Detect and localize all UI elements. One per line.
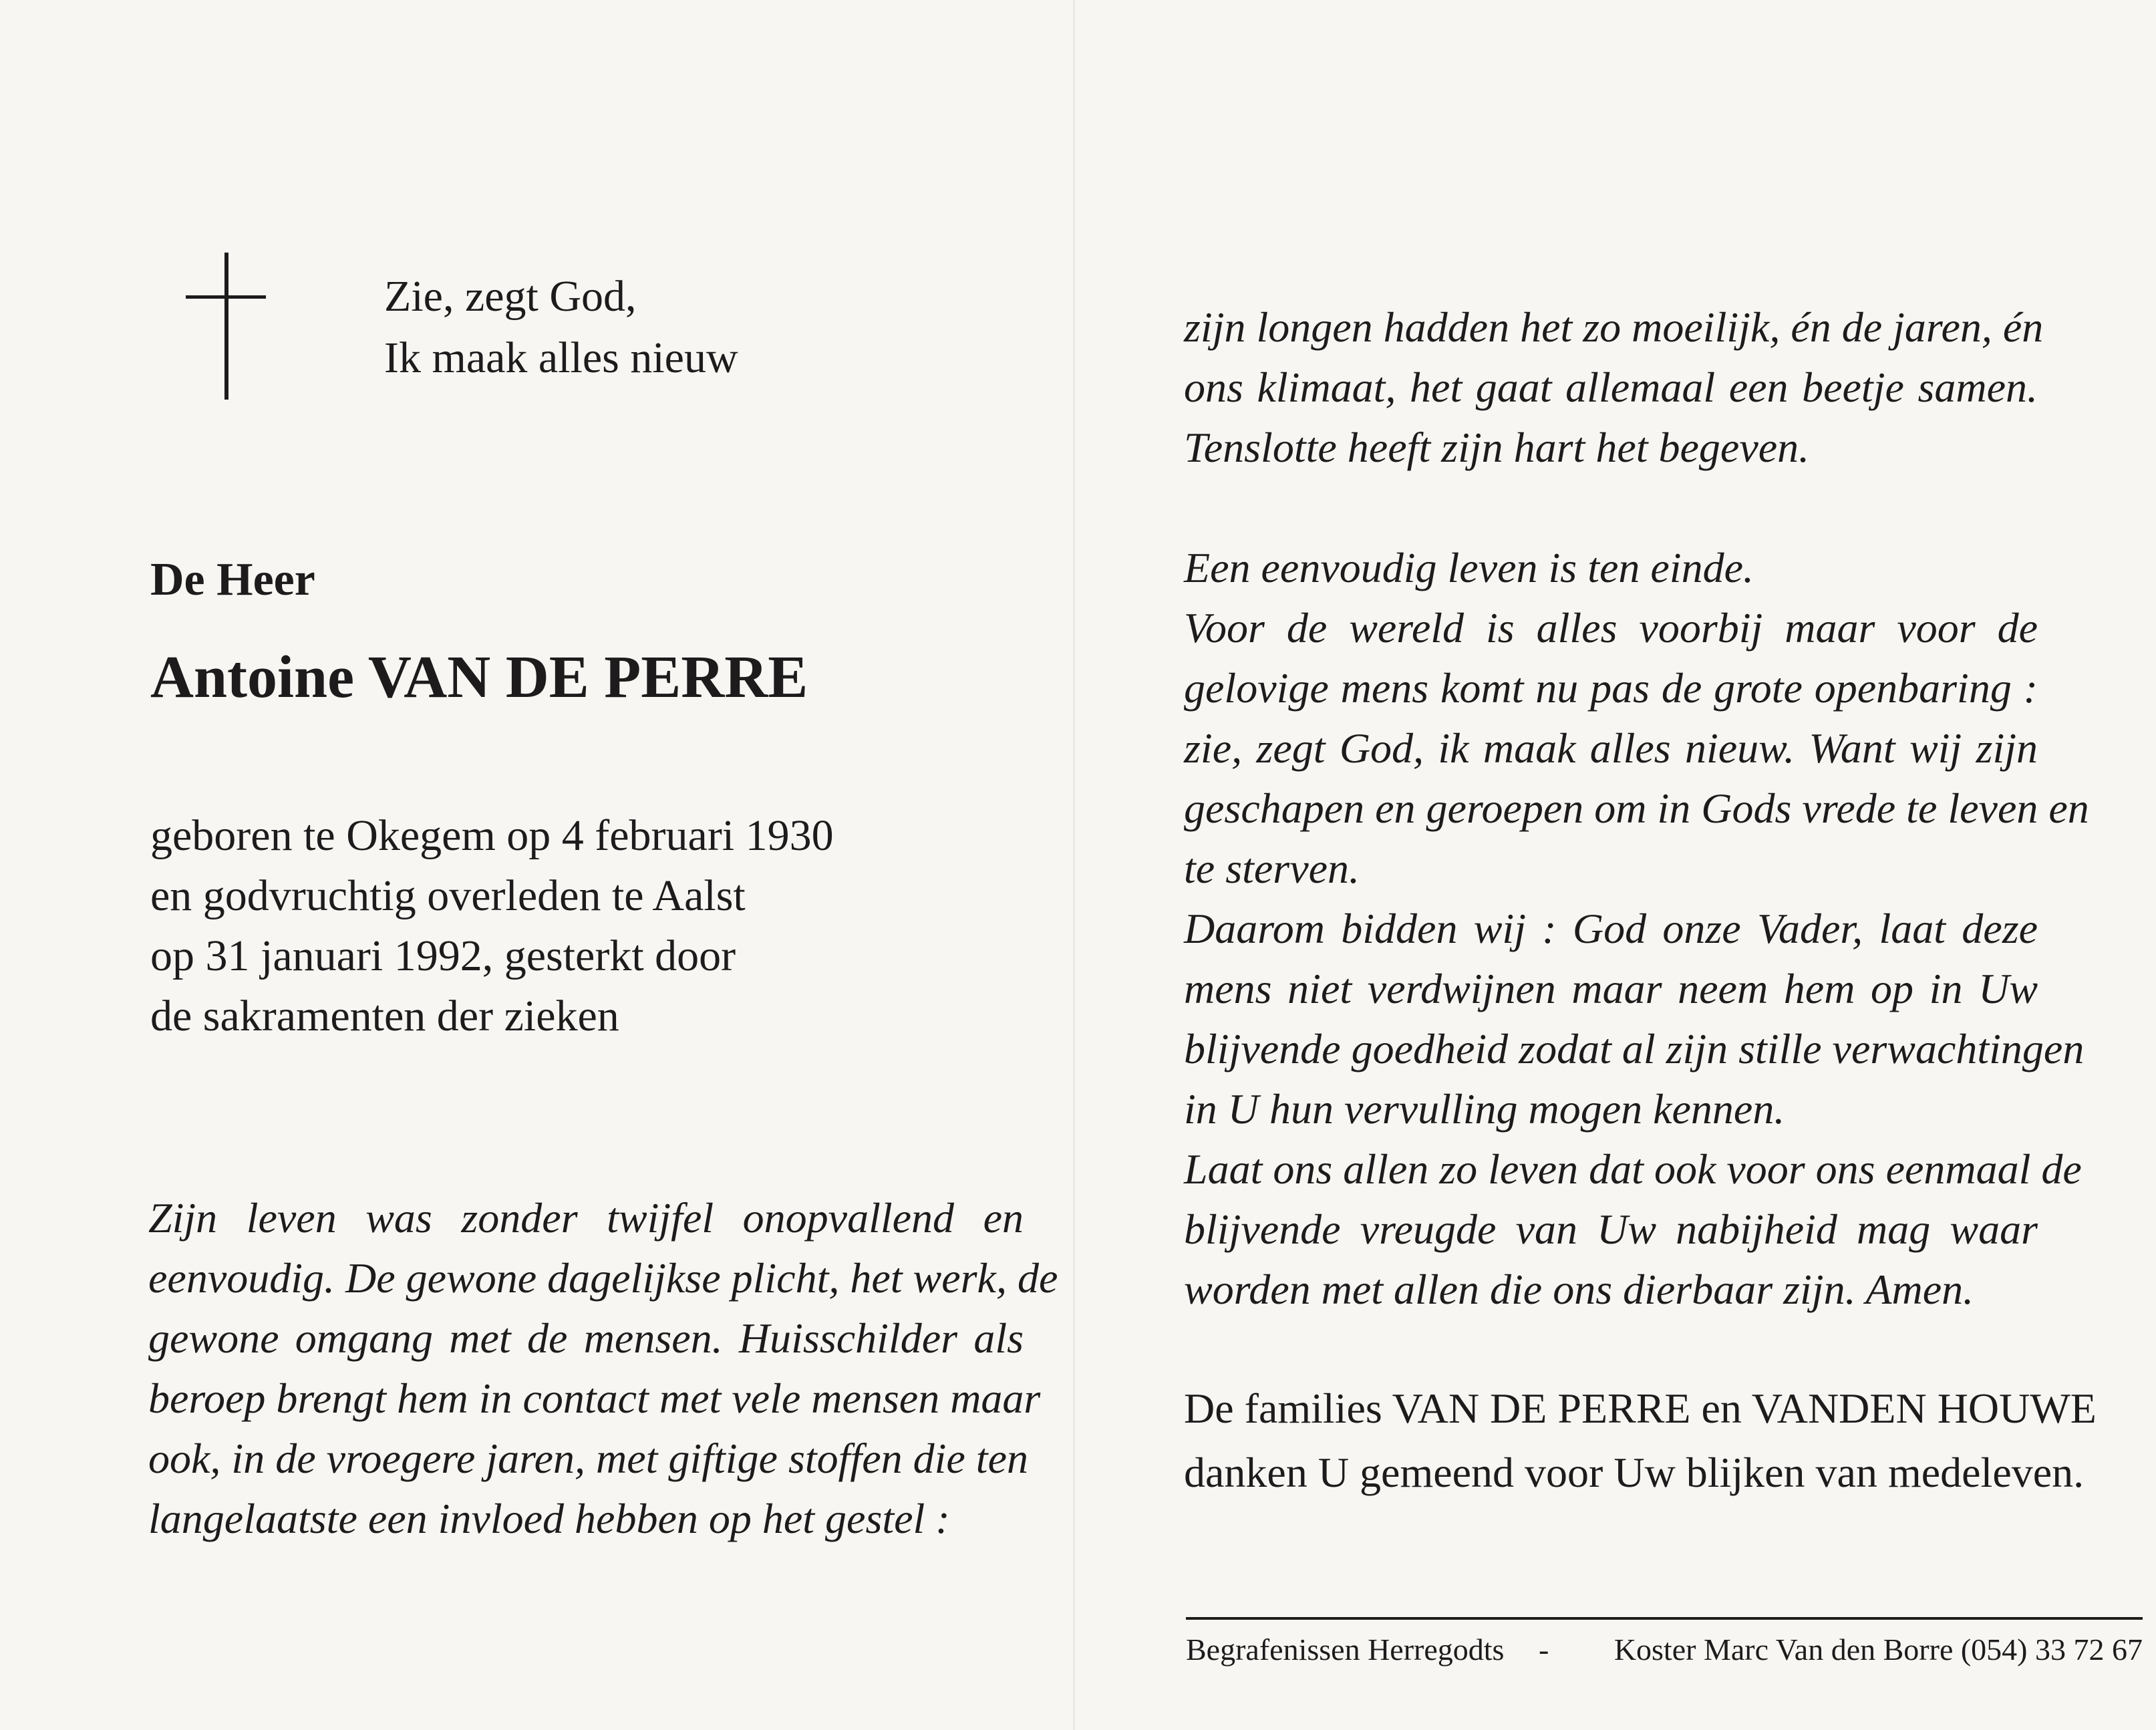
text-line: Daarom bidden wij : God onze Vader, laat deze [1184,905,2038,952]
bio-line: de sakramenten der zieken [150,992,619,1040]
text-line: geschapen en geroepen om in Gods vrede te leven en [1184,784,2089,832]
motto-line: Ik maak alles nieuw [384,333,738,382]
sexton-contact: Koster Marc Van den Borre (054) 33 72 67 [1613,1632,2143,1667]
thanks-line: De families VAN DE PERRE en VANDEN HOUWE [1184,1385,2097,1432]
text-line: ook, in de vroegere jaren, met giftige stoffen die ten [148,1435,1028,1482]
funeral-director: Begrafenissen Herregodts [1186,1632,1505,1667]
honorific: De Heer [150,554,315,605]
text-line: in U hun vervulling mogen kennen. [1184,1085,1785,1133]
motto [384,266,738,389]
text-line: ons klimaat, het gaat allemaal een beetje samen. [1184,364,2038,411]
prayer-text [1184,297,2089,1320]
text-line: mens niet verdwijnen maar neem hem op in Uw [1184,965,2038,1012]
bio-line: geboren te Okegem op 4 februari 1930 [150,811,834,860]
card-fold [1073,0,1075,1730]
text-line: Tenslotte heeft zijn hart het begeven. [1184,424,1810,471]
cross-icon [186,253,266,400]
thanks [1184,1377,2097,1505]
text-line: worden met allen die ons dierbaar zijn. Amen. [1184,1266,1974,1313]
text-line: langelaatste een invloed hebben op het gestel : [148,1495,950,1542]
bio-line: op 31 januari 1992, gesterkt door [150,931,736,980]
text-line: zie, zegt God, ik maak alles nieuw. Want wij zijn [1184,724,2038,772]
text-line: eenvoudig. De gewone dagelijkse plicht, het werk, de [148,1254,1058,1302]
footer-separator: - [1539,1632,1549,1667]
bio-line: en godvruchtig overleden te Aalst [150,871,746,920]
motto-line: Zie, zegt God, [384,272,637,321]
text-line: Zijn leven was zonder twijfel onopvallend en [148,1194,1024,1242]
text-line: Laat ons allen zo leven dat ook voor ons eenmaal de [1184,1145,2082,1193]
footer-divider [1186,1617,2143,1620]
text-line: gewone omgang met de mensen. Huisschilder als [148,1314,1024,1362]
deceased-name: Antoine VAN DE PERRE [150,644,808,710]
text-line: zijn longen hadden het zo moeilijk, én de jaren, én [1184,303,2044,351]
life-text [148,1188,1058,1549]
thanks-line: danken U gemeend voor Uw blijken van medeleven. [1184,1449,2085,1496]
text-line: blijvende vreugde van Uw nabijheid mag waar [1184,1205,2038,1253]
text-line: Een eenvoudig leven is ten einde. [1184,544,1754,591]
text-line: te sterven. [1184,845,1360,892]
biography [150,806,834,1046]
text-line: gelovige mens komt nu pas de grote openbaring : [1184,664,2038,712]
text-line: beroep brengt hem in contact met vele mensen maar [148,1375,1041,1422]
text-line: blijvende goedheid zodat al zijn stille verwachtingen [1184,1025,2085,1072]
text-line: Voor de wereld is alles voorbij maar voor de [1184,604,2038,652]
